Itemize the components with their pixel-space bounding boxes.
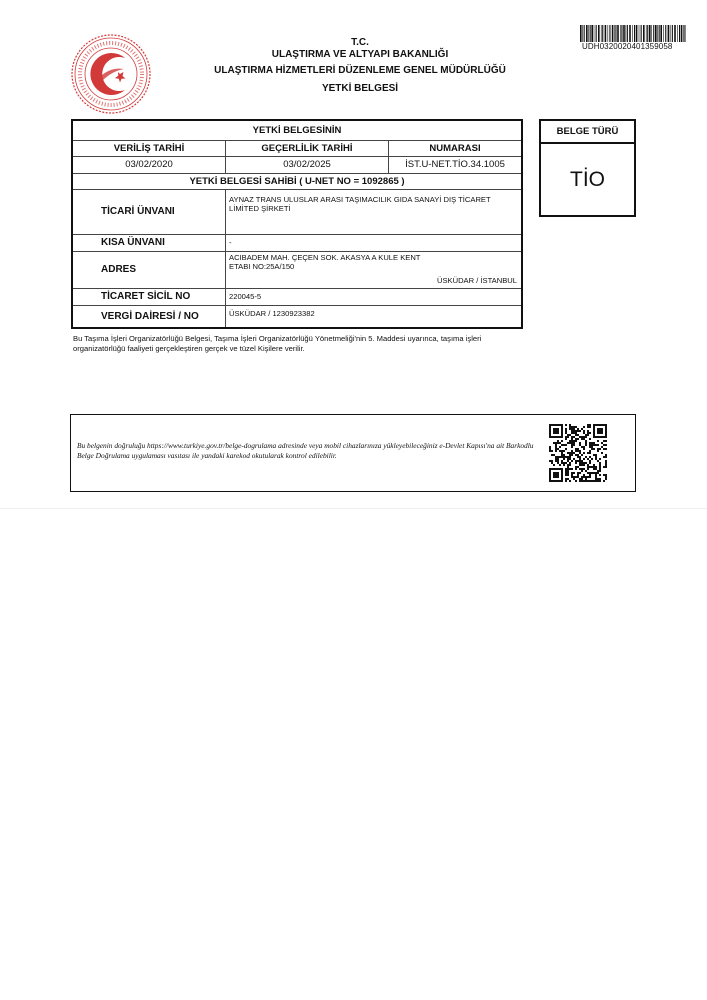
validity-date-header: GEÇERLİLİK TARİHİ: [225, 140, 388, 156]
header-document-title: YETKİ BELGESİ: [321, 83, 399, 94]
short-name-row: [73, 234, 521, 252]
document-type-box: [539, 119, 636, 217]
holder-title-row: [73, 173, 521, 190]
barcode-number: UDH0320020401359058: [582, 42, 673, 51]
barcode-icon: [580, 25, 686, 42]
certificate-title: YETKİ BELGESİNİN: [252, 125, 342, 136]
date-value-row: [73, 156, 521, 174]
short-name-label: KISA ÜNVANI: [101, 237, 165, 248]
issue-date-header: VERİLİŞ TARİHİ: [113, 142, 185, 154]
tax-label: VERGİ DAİRESİ / NO: [101, 310, 199, 322]
address-line-1: ACIBADEM MAH. ÇEÇEN SOK. AKASYA A KULE KENT: [229, 253, 421, 262]
certificate-table: [71, 119, 523, 329]
trade-name-row: [73, 189, 521, 235]
number-header: NUMARASI: [388, 140, 521, 156]
validity-date: 03/02/2025: [225, 156, 388, 173]
certificate-number: İST.U-NET.TİO.34.1005: [388, 156, 521, 173]
tax-value: ÜSKÜDAR / 1230923382: [225, 305, 521, 327]
address-city: ÜSKÜDAR / İSTANBUL: [436, 276, 517, 285]
header-directorate: ULAŞTIRMA HİZMETLERİ DÜZENLEME GENEL MÜDÜRLÜĞÜ: [214, 65, 506, 76]
address-line-2: ETABI NO:25A/150: [229, 262, 295, 271]
header-tc: T.C.: [351, 37, 369, 48]
certificate-title-row: [73, 121, 521, 141]
address-label: ADRES: [101, 264, 137, 275]
trade-name-value: AYNAZ TRANS ULUSLAR ARASI TAŞIMACILIK GIDA SANAYİ DIŞ TİCARET LİMİTED ŞİRKETİ: [225, 189, 521, 234]
document-type-value: TİO: [570, 167, 605, 191]
legal-note: Bu Taşıma İşleri Organizatörlüğü Belgesi, Taşıma İşleri Organizatörlüğü Yönetmeliği'nin 5. Maddesi uyarınca, taşıma işleri organizatörlüğü faaliyeti gerçekleştiren gerçek ve tüzel Kişilere verilir.: [73, 334, 482, 353]
trade-name-label: TİCARİ ÜNVANI: [101, 206, 175, 217]
verification-text: Bu belgenin doğruluğu https://www.turkiye.gov.tr/belge-dogrulama adresinde veya mobil cihazlarınıza yükleyebileceğiniz e-Devlet Kapısı'na ait Barkodlu Belge Doğrulama uygulaması vasıtası ile yandaki karekod okutularak kontrol edilebilir.: [77, 441, 534, 460]
tax-row: [73, 305, 521, 327]
verification-box: [70, 414, 636, 492]
qr-code-icon[interactable]: [549, 424, 607, 482]
registry-value: 220045-5: [225, 288, 521, 305]
registry-label: TİCARET SİCİL NO: [101, 291, 191, 302]
holder-title: YETKİ BELGESİ SAHİBİ ( U-NET NO = 1092865 ): [189, 175, 405, 187]
registry-row: [73, 288, 521, 306]
ministry-seal-icon: [70, 33, 152, 115]
date-header-row: [73, 140, 521, 157]
address-value: [225, 251, 521, 288]
short-name-value: -: [225, 234, 521, 251]
document-type-label: BELGE TÜRÜ: [541, 121, 634, 144]
page-divider: [0, 508, 707, 509]
header-ministry: ULAŞTIRMA VE ALTYAPI BAKANLIĞI: [271, 49, 449, 60]
issue-date: 03/02/2020: [125, 159, 173, 170]
address-row: [73, 251, 521, 289]
